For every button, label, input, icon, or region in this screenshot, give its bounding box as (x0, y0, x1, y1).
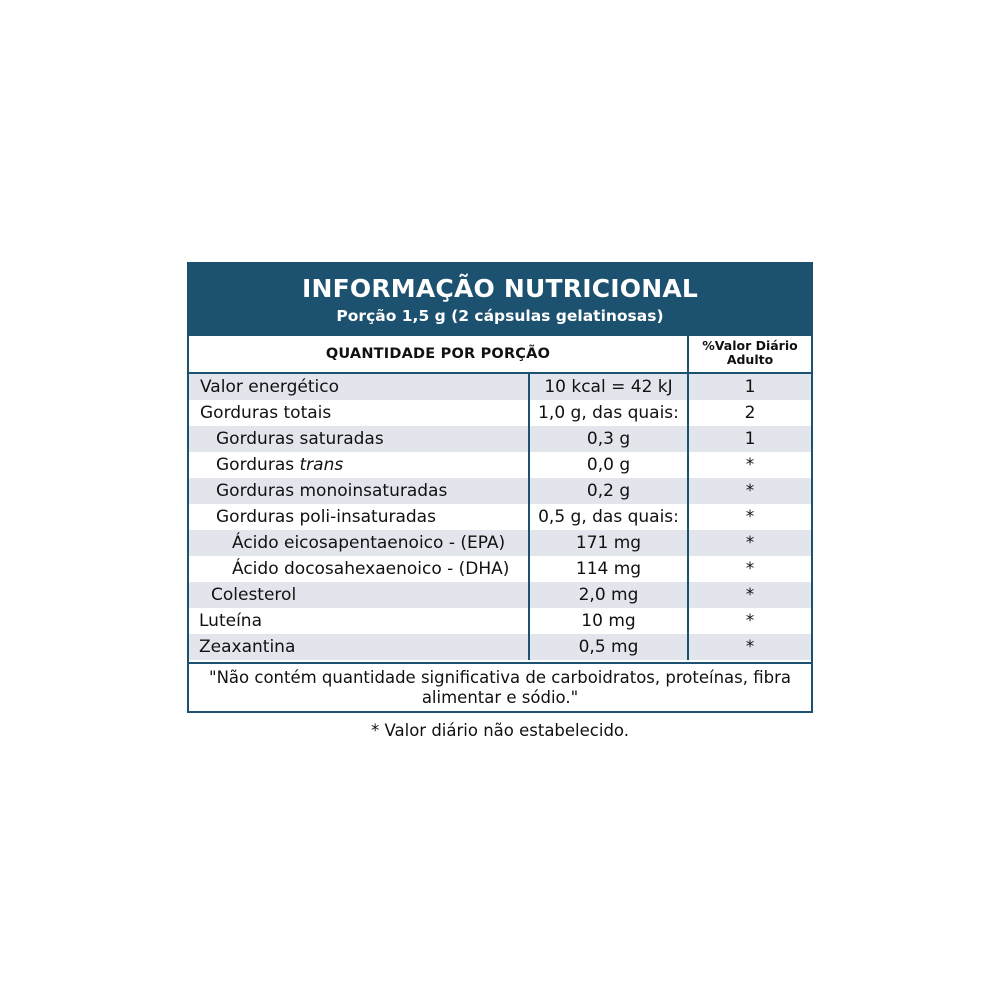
portion-size: Porção 1,5 g (2 cápsulas gelatinosas) (336, 307, 664, 325)
nutrient-name: Gorduras totais (200, 403, 332, 423)
nutrient-daily-value: * (687, 452, 811, 478)
footnote-line2: alimentar e sódio." (421, 688, 579, 707)
nutrient-name: Luteína (199, 611, 262, 631)
nutrient-amount: 0,5 mg (528, 634, 687, 660)
column-header-daily-value (687, 336, 811, 374)
table-row (189, 504, 811, 530)
column-header-quantity (189, 336, 687, 374)
daily-value-label (689, 339, 811, 367)
nutrient-name-italic: trans (299, 455, 344, 475)
nutrient-daily-value: 1 (687, 426, 811, 452)
nutrient-name: Ácido eicosapentaenoico - (EPA) (232, 533, 506, 553)
table-row (189, 374, 811, 400)
table-row (189, 530, 811, 556)
table-footnote (189, 662, 811, 711)
nutrient-daily-value: 1 (687, 374, 811, 400)
table-row (189, 556, 811, 582)
table-row (189, 608, 811, 634)
table-title: INFORMAÇÃO NUTRICIONAL (301, 274, 698, 303)
table-row (189, 400, 811, 426)
nutrient-amount: 2,0 mg (528, 582, 687, 608)
nutrient-amount: 171 mg (528, 530, 687, 556)
nutrient-name (189, 452, 528, 478)
nutrient-name: Gorduras saturadas (216, 429, 384, 449)
daily-value-label-line2: Adulto (726, 352, 774, 367)
nutrient-amount: 1,0 g, das quais: (528, 400, 687, 426)
nutrient-daily-value: * (687, 556, 811, 582)
table-row (189, 582, 811, 608)
quantity-per-portion-label: QUANTIDADE POR PORÇÃO (325, 346, 551, 362)
nutrient-rows (189, 374, 811, 660)
daily-value-label-line1: %Valor Diário (702, 338, 798, 353)
nutrient-amount: 0,2 g (528, 478, 687, 504)
nutrient-name-main: Gorduras (216, 455, 300, 475)
nutrient-daily-value: * (687, 504, 811, 530)
nutrient-daily-value: * (687, 530, 811, 556)
nutrient-amount: 10 kcal = 42 kJ (528, 374, 687, 400)
nutrient-name: Ácido docosahexaenoico - (DHA) (232, 559, 510, 579)
nutrient-amount: 0,3 g (528, 426, 687, 452)
nutrient-name: Valor energético (200, 377, 340, 397)
nutrient-daily-value: * (687, 608, 811, 634)
table-row (189, 452, 811, 478)
footnote-line1: "Não contém quantidade significativa de carboidratos, proteínas, fibra (208, 668, 792, 687)
daily-value-note: * Valor diário não estabelecido. (371, 721, 629, 740)
nutrient-amount: 0,0 g (528, 452, 687, 478)
nutrient-amount: 114 mg (528, 556, 687, 582)
nutrient-daily-value: 2 (687, 400, 811, 426)
nutrition-facts-table (187, 262, 813, 713)
nutrient-daily-value: * (687, 478, 811, 504)
nutrient-daily-value: * (687, 634, 811, 660)
table-row (189, 426, 811, 452)
table-row (189, 478, 811, 504)
nutrient-name: Gorduras monoinsaturadas (216, 481, 448, 501)
nutrient-name: Gorduras poli-insaturadas (216, 507, 436, 527)
nutrient-name: Zeaxantina (199, 637, 296, 657)
nutrient-daily-value: * (687, 582, 811, 608)
table-header (189, 264, 811, 336)
nutrient-amount: 10 mg (528, 608, 687, 634)
table-row (189, 634, 811, 660)
nutrient-name: Colesterol (211, 585, 297, 605)
nutrient-amount: 0,5 g, das quais: (528, 504, 687, 530)
